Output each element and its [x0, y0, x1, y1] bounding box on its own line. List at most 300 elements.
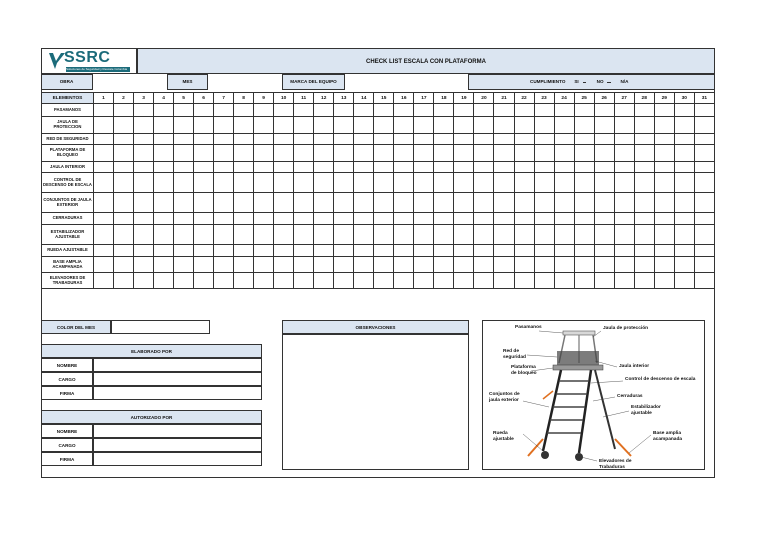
check-cell[interactable] [634, 213, 654, 225]
check-cell[interactable] [574, 162, 594, 173]
check-cell[interactable] [374, 273, 394, 289]
check-cell[interactable] [414, 162, 434, 173]
check-cell[interactable] [174, 117, 194, 134]
check-cell[interactable] [614, 145, 634, 162]
check-cell[interactable] [214, 273, 234, 289]
check-cell[interactable] [554, 213, 574, 225]
check-cell[interactable] [254, 104, 274, 117]
check-cell[interactable] [294, 273, 314, 289]
elaborado-firma-field[interactable] [93, 386, 262, 400]
check-cell[interactable] [334, 134, 354, 145]
check-cell[interactable] [234, 162, 254, 173]
check-cell[interactable] [454, 213, 474, 225]
check-cell[interactable] [534, 257, 554, 273]
check-cell[interactable] [554, 225, 574, 245]
check-cell[interactable] [274, 162, 294, 173]
check-cell[interactable] [214, 213, 234, 225]
check-cell[interactable] [93, 117, 113, 134]
color-del-mes-field[interactable] [111, 320, 210, 334]
check-cell[interactable] [254, 273, 274, 289]
check-cell[interactable] [514, 134, 534, 145]
autorizado-cargo-field[interactable] [93, 438, 262, 452]
check-cell[interactable] [474, 213, 494, 225]
check-cell[interactable] [174, 173, 194, 193]
check-cell[interactable] [674, 104, 694, 117]
check-cell[interactable] [93, 145, 113, 162]
check-cell[interactable] [694, 134, 714, 145]
check-cell[interactable] [154, 245, 174, 257]
check-cell[interactable] [334, 162, 354, 173]
check-cell[interactable] [234, 173, 254, 193]
check-cell[interactable] [214, 257, 234, 273]
check-cell[interactable] [394, 173, 414, 193]
check-cell[interactable] [134, 162, 154, 173]
check-cell[interactable] [334, 225, 354, 245]
check-cell[interactable] [414, 213, 434, 225]
check-cell[interactable] [254, 173, 274, 193]
check-cell[interactable] [154, 134, 174, 145]
check-cell[interactable] [454, 193, 474, 213]
check-cell[interactable] [414, 173, 434, 193]
check-cell[interactable] [574, 193, 594, 213]
marca-field[interactable] [345, 74, 469, 90]
check-cell[interactable] [454, 134, 474, 145]
check-cell[interactable] [394, 104, 414, 117]
check-cell[interactable] [294, 145, 314, 162]
check-cell[interactable] [134, 104, 154, 117]
check-cell[interactable] [294, 257, 314, 273]
check-cell[interactable] [634, 173, 654, 193]
check-cell[interactable] [354, 213, 374, 225]
check-cell[interactable] [494, 225, 514, 245]
check-cell[interactable] [514, 162, 534, 173]
check-cell[interactable] [474, 245, 494, 257]
check-cell[interactable] [614, 134, 634, 145]
check-cell[interactable] [634, 145, 654, 162]
check-cell[interactable] [514, 104, 534, 117]
check-cell[interactable] [554, 104, 574, 117]
check-cell[interactable] [154, 193, 174, 213]
check-cell[interactable] [654, 173, 674, 193]
check-cell[interactable] [93, 273, 113, 289]
check-cell[interactable] [354, 245, 374, 257]
check-cell[interactable] [654, 145, 674, 162]
check-cell[interactable] [174, 257, 194, 273]
check-cell[interactable] [454, 245, 474, 257]
check-cell[interactable] [214, 193, 234, 213]
check-cell[interactable] [294, 134, 314, 145]
check-cell[interactable] [414, 257, 434, 273]
check-cell[interactable] [214, 225, 234, 245]
check-cell[interactable] [174, 273, 194, 289]
check-cell[interactable] [594, 134, 614, 145]
check-cell[interactable] [134, 173, 154, 193]
check-cell[interactable] [634, 225, 654, 245]
check-cell[interactable] [354, 134, 374, 145]
check-cell[interactable] [474, 104, 494, 117]
check-cell[interactable] [214, 117, 234, 134]
check-cell[interactable] [334, 173, 354, 193]
check-cell[interactable] [654, 257, 674, 273]
check-cell[interactable] [274, 193, 294, 213]
check-cell[interactable] [594, 104, 614, 117]
check-cell[interactable] [254, 162, 274, 173]
check-cell[interactable] [694, 257, 714, 273]
check-cell[interactable] [474, 257, 494, 273]
check-cell[interactable] [474, 117, 494, 134]
check-cell[interactable] [254, 193, 274, 213]
check-cell[interactable] [654, 213, 674, 225]
check-cell[interactable] [354, 193, 374, 213]
check-cell[interactable] [394, 134, 414, 145]
check-cell[interactable] [494, 162, 514, 173]
check-cell[interactable] [494, 245, 514, 257]
check-cell[interactable] [554, 117, 574, 134]
check-cell[interactable] [554, 193, 574, 213]
check-cell[interactable] [334, 193, 354, 213]
check-cell[interactable] [494, 104, 514, 117]
check-cell[interactable] [434, 257, 454, 273]
obra-field[interactable] [93, 74, 168, 90]
check-cell[interactable] [494, 117, 514, 134]
check-cell[interactable] [294, 245, 314, 257]
check-cell[interactable] [434, 134, 454, 145]
check-cell[interactable] [214, 134, 234, 145]
check-cell[interactable] [294, 225, 314, 245]
check-cell[interactable] [654, 225, 674, 245]
check-cell[interactable] [294, 193, 314, 213]
check-cell[interactable] [274, 104, 294, 117]
check-cell[interactable] [674, 257, 694, 273]
check-cell[interactable] [294, 213, 314, 225]
check-cell[interactable] [494, 257, 514, 273]
check-cell[interactable] [114, 193, 134, 213]
check-cell[interactable] [174, 245, 194, 257]
check-cell[interactable] [354, 104, 374, 117]
check-cell[interactable] [534, 225, 554, 245]
check-cell[interactable] [494, 173, 514, 193]
check-cell[interactable] [134, 193, 154, 213]
check-cell[interactable] [674, 245, 694, 257]
check-cell[interactable] [614, 104, 634, 117]
check-cell[interactable] [274, 273, 294, 289]
check-cell[interactable] [134, 273, 154, 289]
check-cell[interactable] [594, 162, 614, 173]
check-cell[interactable] [194, 162, 214, 173]
check-cell[interactable] [334, 245, 354, 257]
check-cell[interactable] [334, 213, 354, 225]
check-cell[interactable] [174, 104, 194, 117]
check-cell[interactable] [574, 134, 594, 145]
check-cell[interactable] [474, 273, 494, 289]
check-cell[interactable] [174, 145, 194, 162]
check-cell[interactable] [514, 225, 534, 245]
check-cell[interactable] [234, 273, 254, 289]
check-cell[interactable] [394, 193, 414, 213]
check-cell[interactable] [414, 117, 434, 134]
check-cell[interactable] [494, 273, 514, 289]
check-cell[interactable] [554, 173, 574, 193]
check-cell[interactable] [254, 145, 274, 162]
check-cell[interactable] [214, 162, 234, 173]
check-cell[interactable] [494, 145, 514, 162]
check-cell[interactable] [694, 117, 714, 134]
check-cell[interactable] [93, 134, 113, 145]
check-cell[interactable] [174, 193, 194, 213]
check-cell[interactable] [394, 117, 414, 134]
check-cell[interactable] [614, 245, 634, 257]
check-cell[interactable] [134, 134, 154, 145]
check-cell[interactable] [254, 213, 274, 225]
check-cell[interactable] [594, 145, 614, 162]
check-cell[interactable] [574, 104, 594, 117]
check-cell[interactable] [434, 245, 454, 257]
mes-field[interactable] [208, 74, 283, 90]
check-cell[interactable] [634, 257, 654, 273]
check-cell[interactable] [134, 213, 154, 225]
check-cell[interactable] [394, 145, 414, 162]
check-cell[interactable] [354, 162, 374, 173]
check-cell[interactable] [634, 273, 654, 289]
check-cell[interactable] [674, 225, 694, 245]
check-cell[interactable] [134, 117, 154, 134]
check-cell[interactable] [93, 173, 113, 193]
check-cell[interactable] [634, 162, 654, 173]
check-cell[interactable] [134, 257, 154, 273]
check-cell[interactable] [174, 225, 194, 245]
check-cell[interactable] [234, 117, 254, 134]
autorizado-nombre-field[interactable] [93, 424, 262, 438]
check-cell[interactable] [114, 145, 134, 162]
check-cell[interactable] [234, 145, 254, 162]
check-cell[interactable] [534, 145, 554, 162]
check-cell[interactable] [214, 145, 234, 162]
check-cell[interactable] [334, 104, 354, 117]
check-cell[interactable] [674, 134, 694, 145]
check-cell[interactable] [614, 173, 634, 193]
check-cell[interactable] [674, 117, 694, 134]
check-cell[interactable] [334, 257, 354, 273]
check-cell[interactable] [414, 104, 434, 117]
check-cell[interactable] [294, 104, 314, 117]
check-cell[interactable] [154, 117, 174, 134]
check-cell[interactable] [314, 145, 334, 162]
check-cell[interactable] [114, 162, 134, 173]
check-cell[interactable] [514, 257, 534, 273]
check-cell[interactable] [254, 245, 274, 257]
check-cell[interactable] [594, 245, 614, 257]
check-cell[interactable] [474, 145, 494, 162]
check-cell[interactable] [154, 145, 174, 162]
check-cell[interactable] [474, 134, 494, 145]
check-cell[interactable] [374, 145, 394, 162]
check-cell[interactable] [114, 273, 134, 289]
check-cell[interactable] [534, 213, 554, 225]
check-cell[interactable] [614, 225, 634, 245]
check-cell[interactable] [314, 117, 334, 134]
check-cell[interactable] [314, 134, 334, 145]
check-cell[interactable] [394, 245, 414, 257]
check-cell[interactable] [514, 193, 534, 213]
check-cell[interactable] [554, 162, 574, 173]
check-cell[interactable] [114, 225, 134, 245]
check-cell[interactable] [454, 225, 474, 245]
check-cell[interactable] [234, 213, 254, 225]
check-cell[interactable] [134, 145, 154, 162]
check-cell[interactable] [554, 273, 574, 289]
elaborado-cargo-field[interactable] [93, 372, 262, 386]
check-cell[interactable] [434, 162, 454, 173]
check-cell[interactable] [574, 213, 594, 225]
check-cell[interactable] [354, 257, 374, 273]
check-cell[interactable] [674, 273, 694, 289]
check-cell[interactable] [154, 162, 174, 173]
check-cell[interactable] [534, 134, 554, 145]
check-cell[interactable] [294, 117, 314, 134]
check-cell[interactable] [594, 257, 614, 273]
check-cell[interactable] [234, 104, 254, 117]
check-cell[interactable] [93, 245, 113, 257]
check-cell[interactable] [574, 273, 594, 289]
check-cell[interactable] [654, 162, 674, 173]
check-cell[interactable] [454, 173, 474, 193]
check-cell[interactable] [214, 173, 234, 193]
check-cell[interactable] [134, 245, 154, 257]
check-cell[interactable] [194, 173, 214, 193]
check-cell[interactable] [614, 273, 634, 289]
check-cell[interactable] [254, 257, 274, 273]
check-cell[interactable] [554, 145, 574, 162]
check-cell[interactable] [354, 225, 374, 245]
check-cell[interactable] [514, 245, 534, 257]
check-cell[interactable] [254, 225, 274, 245]
elaborado-nombre-field[interactable] [93, 358, 262, 372]
check-cell[interactable] [154, 173, 174, 193]
check-cell[interactable] [434, 104, 454, 117]
check-cell[interactable] [614, 193, 634, 213]
check-cell[interactable] [194, 245, 214, 257]
check-cell[interactable] [214, 104, 234, 117]
check-cell[interactable] [194, 273, 214, 289]
check-cell[interactable] [114, 104, 134, 117]
check-cell[interactable] [93, 257, 113, 273]
check-cell[interactable] [654, 193, 674, 213]
check-cell[interactable] [374, 193, 394, 213]
check-cell[interactable] [694, 213, 714, 225]
check-cell[interactable] [93, 104, 113, 117]
check-cell[interactable] [314, 173, 334, 193]
check-cell[interactable] [114, 134, 134, 145]
check-cell[interactable] [194, 104, 214, 117]
check-cell[interactable] [414, 193, 434, 213]
check-cell[interactable] [314, 104, 334, 117]
check-cell[interactable] [514, 117, 534, 134]
check-cell[interactable] [214, 245, 234, 257]
check-cell[interactable] [194, 213, 214, 225]
check-cell[interactable] [694, 193, 714, 213]
check-cell[interactable] [394, 162, 414, 173]
check-cell[interactable] [374, 245, 394, 257]
check-cell[interactable] [134, 225, 154, 245]
check-cell[interactable] [194, 257, 214, 273]
check-cell[interactable] [314, 213, 334, 225]
check-cell[interactable] [234, 257, 254, 273]
check-cell[interactable] [154, 213, 174, 225]
check-cell[interactable] [274, 145, 294, 162]
check-cell[interactable] [694, 162, 714, 173]
check-cell[interactable] [274, 117, 294, 134]
check-cell[interactable] [474, 162, 494, 173]
check-cell[interactable] [334, 117, 354, 134]
check-cell[interactable] [154, 104, 174, 117]
check-cell[interactable] [574, 145, 594, 162]
check-cell[interactable] [454, 273, 474, 289]
check-cell[interactable] [614, 213, 634, 225]
check-cell[interactable] [674, 213, 694, 225]
check-cell[interactable] [114, 257, 134, 273]
check-cell[interactable] [674, 193, 694, 213]
check-cell[interactable] [614, 117, 634, 134]
check-cell[interactable] [694, 145, 714, 162]
check-cell[interactable] [294, 162, 314, 173]
check-cell[interactable] [694, 273, 714, 289]
check-cell[interactable] [114, 173, 134, 193]
check-cell[interactable] [614, 162, 634, 173]
check-cell[interactable] [374, 162, 394, 173]
check-cell[interactable] [674, 145, 694, 162]
check-cell[interactable] [394, 225, 414, 245]
autorizado-firma-field[interactable] [93, 452, 262, 466]
check-cell[interactable] [374, 213, 394, 225]
check-cell[interactable] [534, 273, 554, 289]
check-cell[interactable] [554, 245, 574, 257]
check-cell[interactable] [494, 134, 514, 145]
check-cell[interactable] [234, 134, 254, 145]
check-cell[interactable] [394, 257, 414, 273]
check-cell[interactable] [634, 104, 654, 117]
check-cell[interactable] [574, 225, 594, 245]
check-cell[interactable] [334, 145, 354, 162]
check-cell[interactable] [494, 213, 514, 225]
check-cell[interactable] [374, 173, 394, 193]
check-cell[interactable] [534, 193, 554, 213]
check-cell[interactable] [274, 173, 294, 193]
check-cell[interactable] [314, 245, 334, 257]
check-cell[interactable] [594, 225, 614, 245]
check-cell[interactable] [574, 117, 594, 134]
check-cell[interactable] [354, 273, 374, 289]
check-cell[interactable] [374, 225, 394, 245]
check-cell[interactable] [534, 173, 554, 193]
check-cell[interactable] [254, 117, 274, 134]
check-cell[interactable] [554, 257, 574, 273]
check-cell[interactable] [474, 173, 494, 193]
check-cell[interactable] [374, 117, 394, 134]
check-cell[interactable] [634, 117, 654, 134]
check-cell[interactable] [154, 273, 174, 289]
check-cell[interactable] [514, 145, 534, 162]
check-cell[interactable] [314, 162, 334, 173]
check-cell[interactable] [434, 145, 454, 162]
check-cell[interactable] [154, 257, 174, 273]
check-cell[interactable] [654, 273, 674, 289]
check-cell[interactable] [554, 134, 574, 145]
check-cell[interactable] [234, 193, 254, 213]
check-cell[interactable] [494, 193, 514, 213]
check-cell[interactable] [674, 173, 694, 193]
check-cell[interactable] [434, 273, 454, 289]
check-cell[interactable] [274, 257, 294, 273]
